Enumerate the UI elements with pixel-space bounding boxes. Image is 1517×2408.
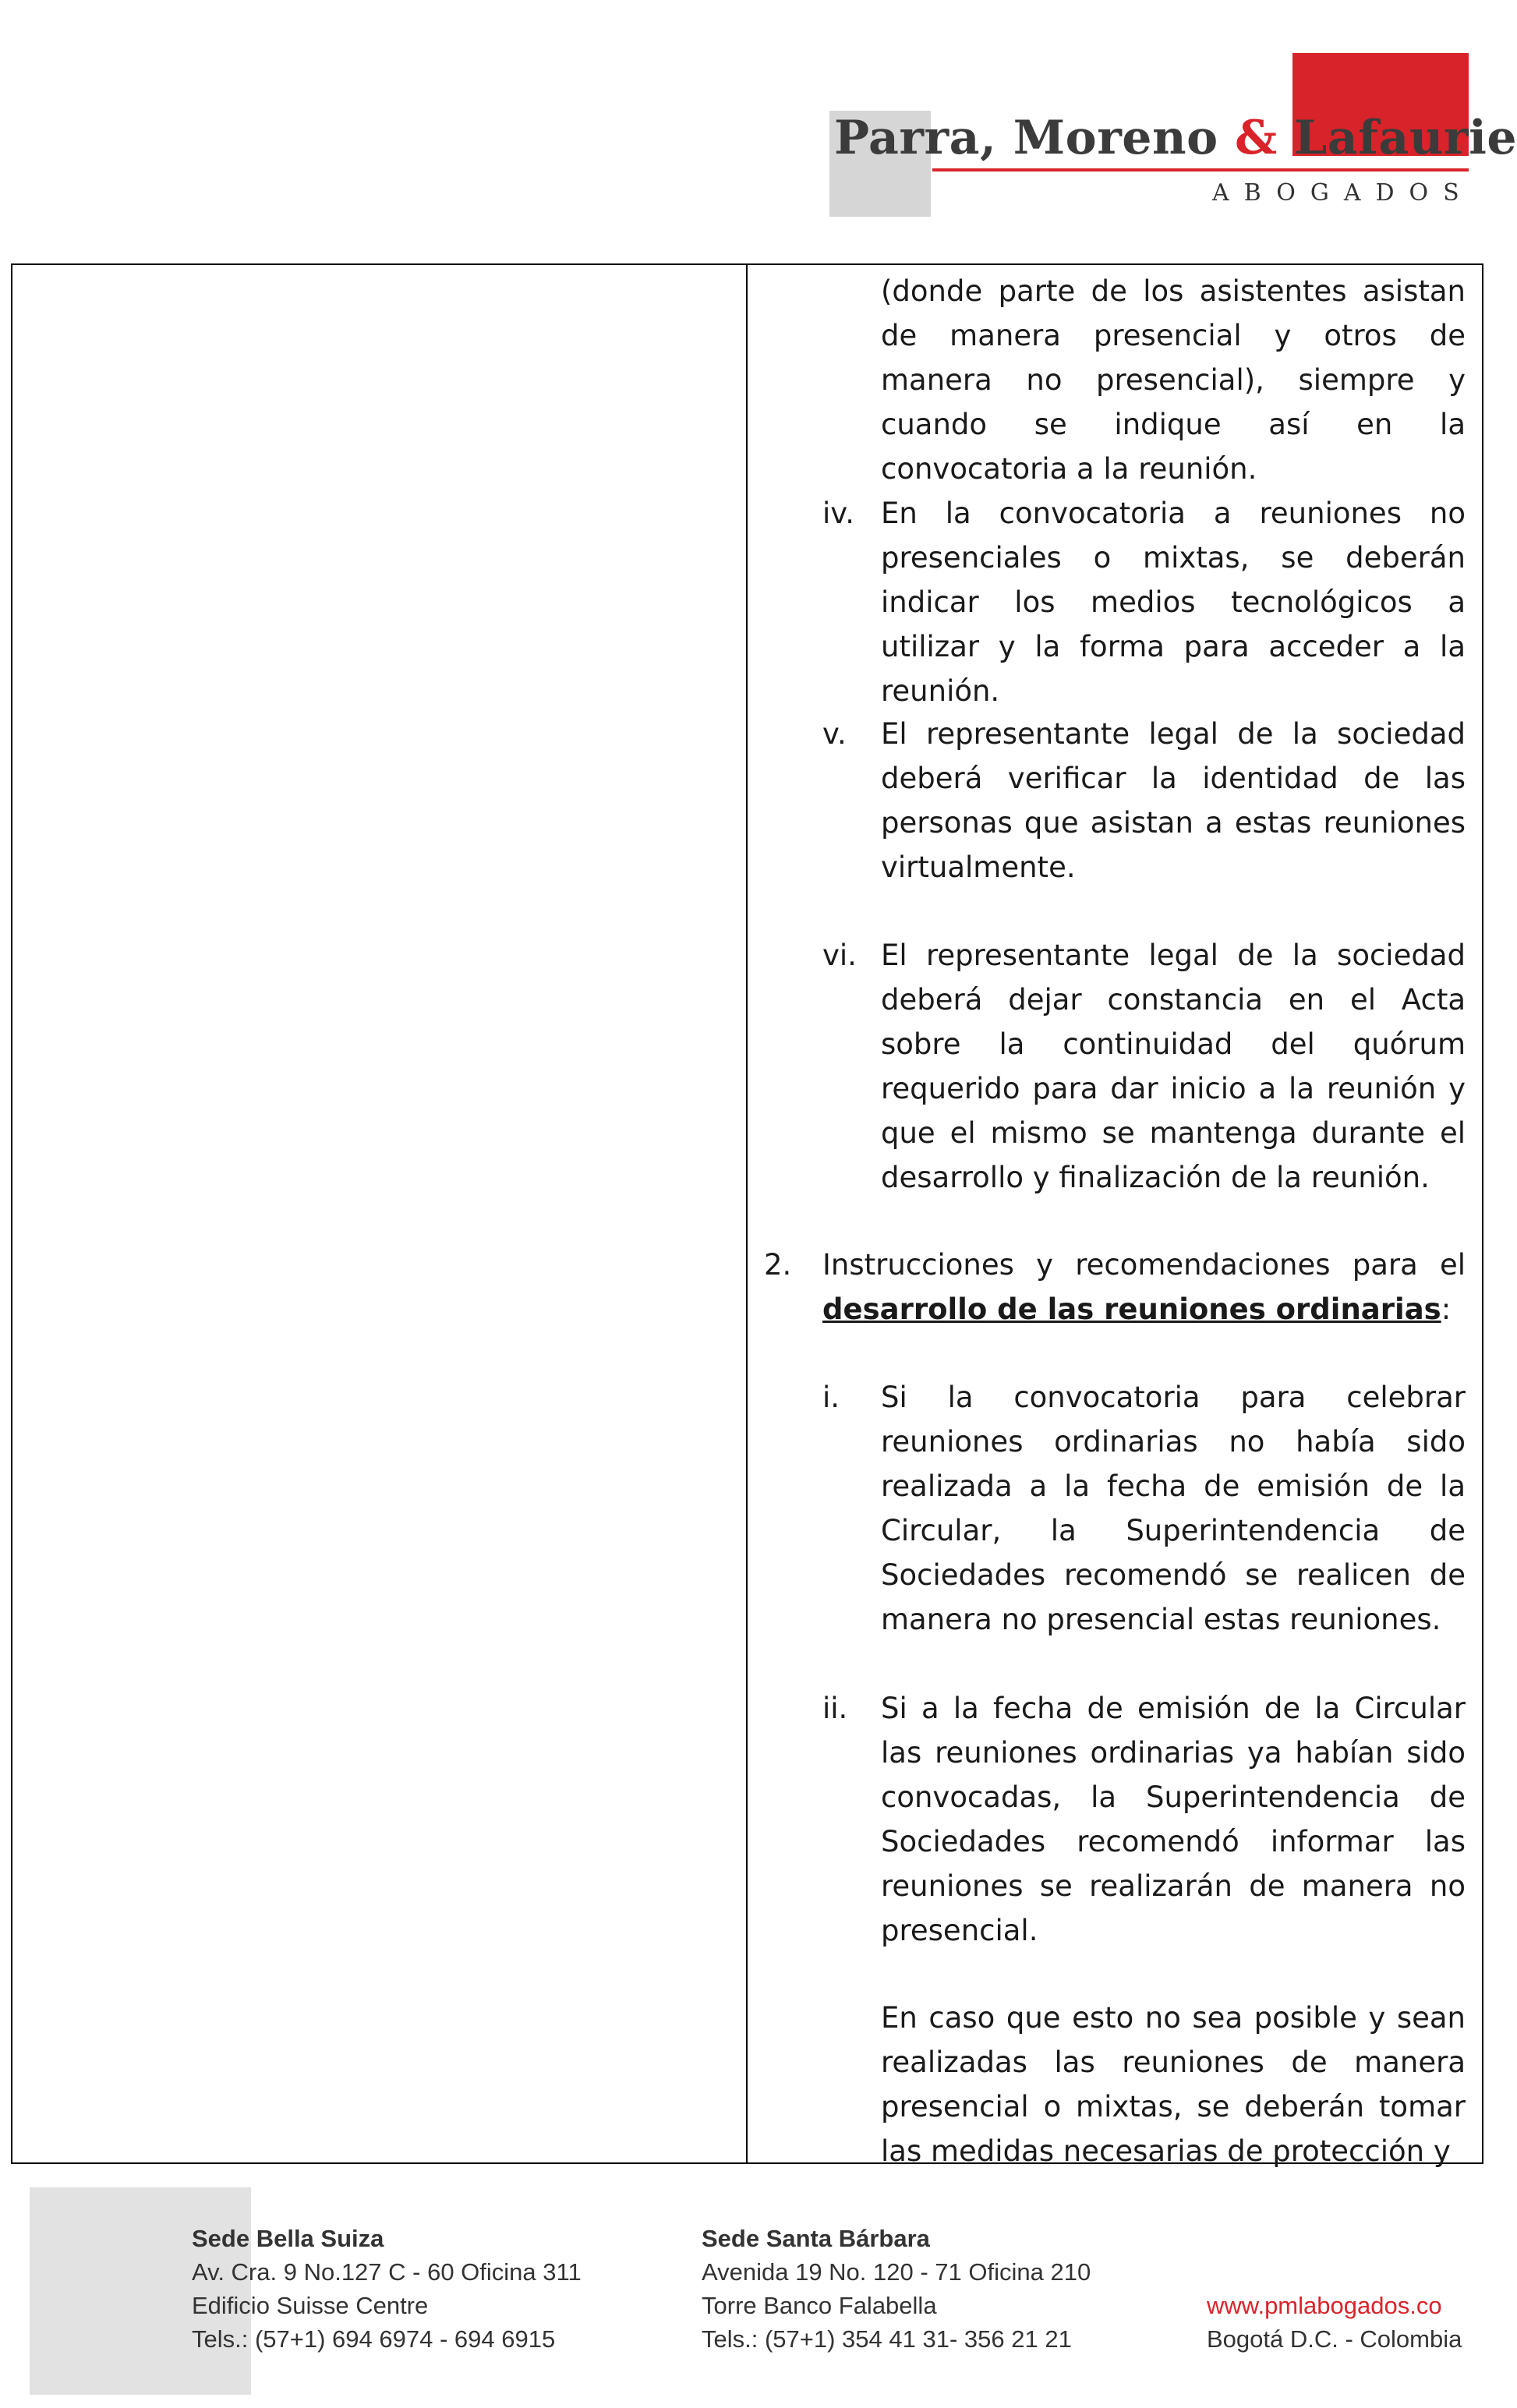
- item-ii-text: Si a la fecha de emisión de la Circular las reuniones ordinarias ya habían sido convocadas, la Superintendencia de Sociedades recomendó informar las reuniones se realizarán de manera no presencial.: [881, 1692, 1466, 1947]
- firm-logo-name: [834, 106, 1517, 170]
- office1-title: Sede Bella Suiza: [192, 2225, 384, 2252]
- logo-ampersand: &: [1235, 111, 1278, 165]
- item-2-text-after: :: [1441, 1292, 1452, 1326]
- item-i-text: Si la convocatoria para celebrar reuniones ordinarias no había sido realizada a la fecha de emisión de la Circular, la Superintendencia de Sociedades recomendó se realicen de manera no presencial estas reuniones.: [881, 1381, 1466, 1636]
- item-iv-marker: iv.: [822, 497, 855, 530]
- item-ii-marker: ii.: [822, 1692, 848, 1725]
- office1-address: Av. Cra. 9 No.127 C - 60 Oficina 311: [192, 2258, 582, 2286]
- continuation-paragraph: (donde parte de los asistentes asistan de manera presencial y otros de manera no presencial), siempre y cuando se indique así en la convocatoria a la reunión.: [881, 274, 1466, 486]
- office2-phones: Tels.: (57+1) 354 41 31- 356 21 21: [702, 2325, 1072, 2353]
- item-iv-text: En la convocatoria a reuniones no presenciales o mixtas, se deberán indicar los medios tecnológicos a utilizar y la forma para acceder a la reunión.: [881, 497, 1466, 708]
- item-2-text-before: Instrucciones y recomendaciones para el: [822, 1248, 1466, 1282]
- website-link[interactable]: www.pmlabogados.co: [1207, 2292, 1442, 2319]
- office1-building: Edificio Suisse Centre: [192, 2292, 429, 2319]
- footer-office-santa-barbara: [702, 2222, 1091, 2356]
- item-v-marker: v.: [822, 717, 847, 751]
- item-ii-continuation: En caso que esto no sea posible y sean realizadas las reuniones de manera presencial o mixtas, se deberán tomar las medidas necesarias de protección y: [881, 2001, 1466, 2168]
- office2-title: Sede Santa Bárbara: [702, 2225, 930, 2252]
- table-left-cell: [12, 265, 746, 2162]
- item-2-text: [822, 1243, 1466, 1331]
- office2-building: Torre Banco Falabella: [702, 2292, 937, 2319]
- office2-address: Avenida 19 No. 120 - 71 Oficina 210: [702, 2258, 1091, 2286]
- footer-office-bella-suiza: [192, 2222, 582, 2356]
- logo-subtitle: ABOGADOS: [1212, 179, 1474, 207]
- item-2-underlined-heading: desarrollo de las reuniones ordinarias: [822, 1292, 1441, 1326]
- logo-name-part1: Parra, Moreno: [834, 111, 1236, 165]
- item-vi-text: El representante legal de la sociedad deberá dejar constancia en el Acta sobre la continuidad del quórum requerido para dar inicio a la reunión y que el mismo se mantenga durante el desarrollo y finalización de la reunión.: [881, 939, 1466, 1194]
- item-2-marker: 2.: [764, 1248, 792, 1282]
- city-text: Bogotá D.C. - Colombia: [1207, 2325, 1462, 2353]
- table-column-divider: [746, 263, 748, 2164]
- item-v-text: El representante legal de la sociedad deberá verificar la identidad de las personas que asistan a estas reuniones virtualmente.: [881, 717, 1466, 884]
- item-i-marker: i.: [822, 1381, 840, 1414]
- footer-contact: [1207, 2289, 1462, 2356]
- item-vi-marker: vi.: [822, 939, 857, 972]
- office1-phones: Tels.: (57+1) 694 6974 - 694 6915: [192, 2325, 556, 2353]
- logo-red-rule: [932, 168, 1469, 171]
- logo-name-part2: Lafaurie: [1277, 111, 1517, 165]
